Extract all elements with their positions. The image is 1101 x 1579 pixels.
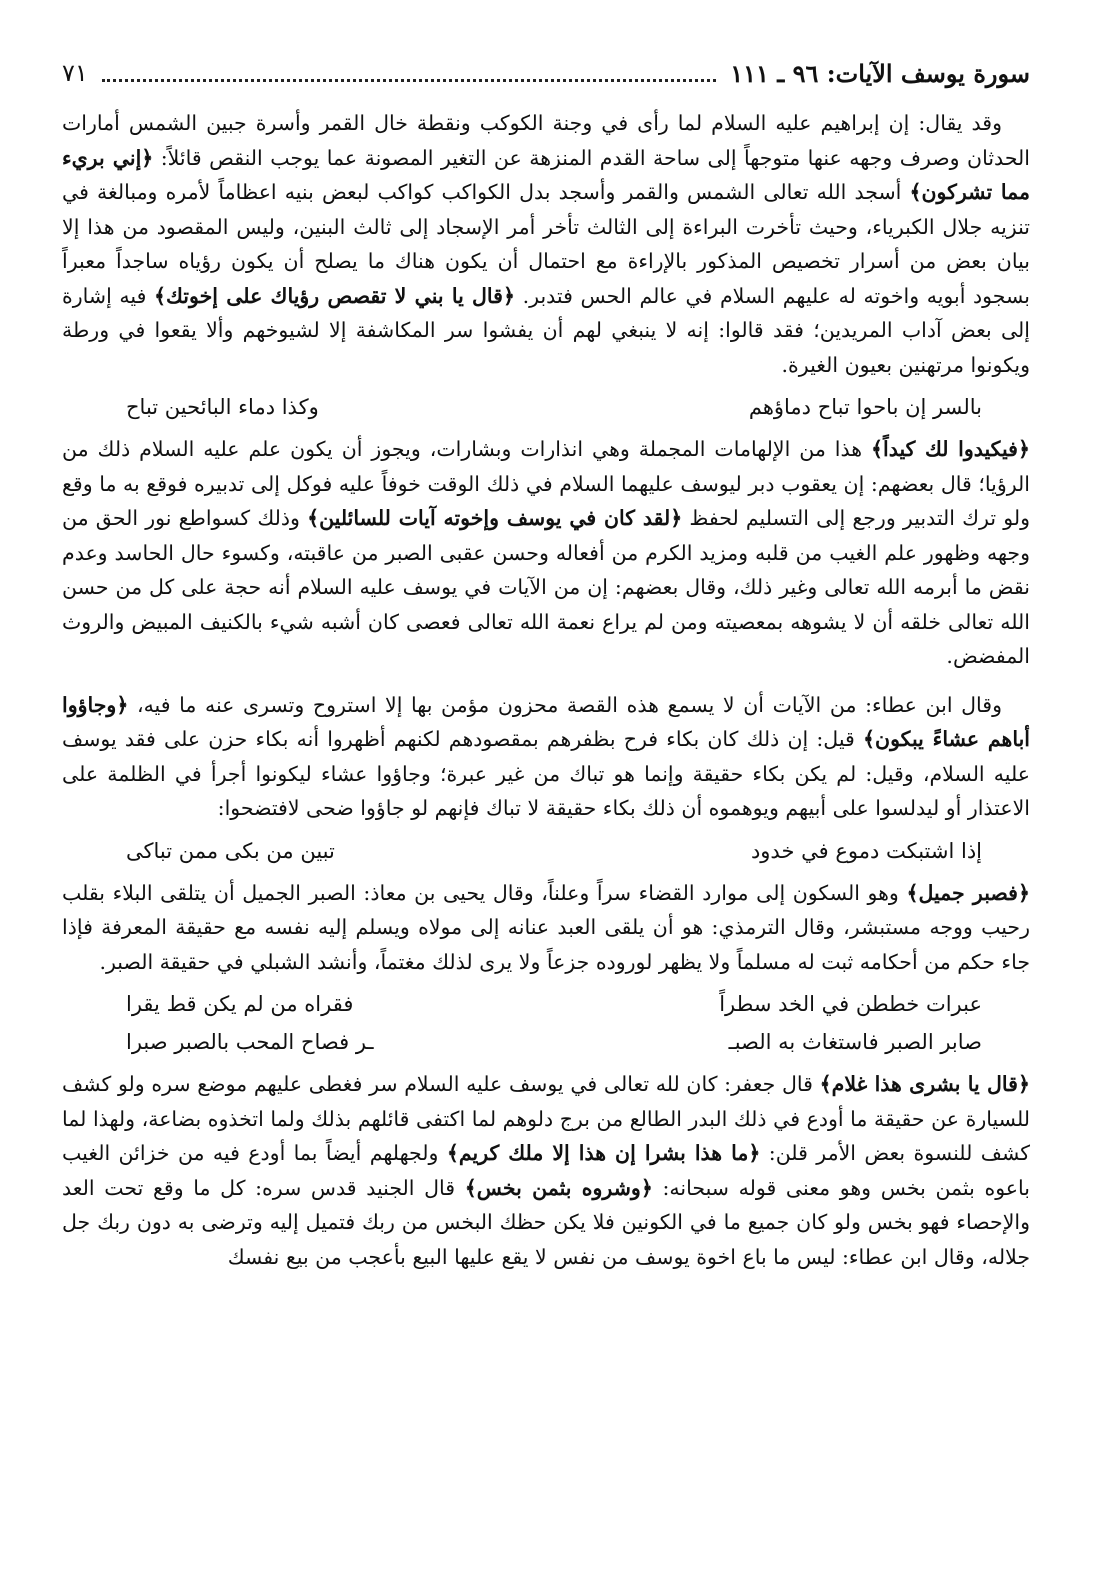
paragraph [62,876,1030,980]
paragraph-text: فيه إشارة إلى بعض آداب المريدين؛ فقد قالوا: إنه لا ينبغي لهم أن يفشوا سر المكاشفة إلا لشيوخهم وألا يقعوا في ورطة ويكونوا مرتهنين بعيون الغيرة. [62,283,1030,377]
verse-line [62,1023,1030,1061]
quran-quote: ﴿وجاؤوا أباهم عشاءً يبكون﴾ [62,692,1030,751]
page-body [62,106,1030,1274]
quran-quote: ﴿وشروه بثمن بخس﴾ [464,1175,653,1200]
page-number: ٧١ [62,59,88,87]
quran-quote: ﴿فصبر جميل﴾ [906,880,1030,905]
paragraph-text: قال الجنيد قدس سره: كل ما وقع تحت العد والإحصاء فهو بخس ولو كان جميع ما في الكونين فلا يكن حظك البخس من ربك فتميل إليه وترضى به دون ربك جل جلاله، وقال ابن عطاء: ليس ما باع اخوة يوسف من نفس لا يقع عليها البيع بأعجب من بيع نفسك [62,1175,1030,1269]
quran-quote: ﴿لقد كان في يوسف وإخوته آيات للسائلين﴾ [307,506,683,530]
paragraph-text: قيل: إن ذلك كان بكاء فرح بظفرهم بمقصودهم لكنهم أظهروا أنه بكاء حزن على فقد يوسف عليه السلام، وقيل: لم يكن بكاء حقيقة وإنما هو تباك من غير عبرة؛ وجاؤوا عشاء ليكونوا أجرأ في الظلمة على الاعتذار أو ليدلسوا على أبيهم ويوهموه أن ذلك بكاء حقيقة لا تباك فإنهم لو جاؤوا ضحى لافتضحوا: [62,727,1030,820]
verse-first-hemistich: إذا اشتبكت دموع في خدود [750,838,982,863]
paragraph-text: قال جعفر: كان لله تعالى في يوسف عليه السلام سر فغطى عليهم موضع سره ولو كشف للسيارة عن حقيقة ما أودع في ذلك البدر الطالع من برج دلوهم لما اكتفى قائلهم بذلك ولما اتخذوه بضاعة، ولهذا لما كشف للنسوة بعض الأمر قلن: [62,1072,1030,1165]
book-page [62,0,1030,1579]
paragraph-text: وذلك كسواطع نور الحق من وجهه وظهور علم الغيب من قلبه ومزيد الكرم من أفعاله وحسن عقبى الصبر من عاقبته، وكسوء حال الحاسد وعدم نقض ما أبرمه الله تعالى وغير ذلك، وقال بعضهم: إن من الآيات في يوسف عليه السلام أنه حجة على كل من حسن الله تعالى خلقه أن لا يشوهه بمعصيته ومن لم يراع نعمة الله تعالى فعصى كان أشبه شيء بالكنيف المبيض والروث المفضض. [62,506,1030,668]
paragraph-text: أسجد الله تعالى الشمس والقمر وأسجد بدل الكواكب كواكب لبعض بنيه اعظاماً لأمره ومبالغة في تنزيه جلال الكبرياء، وحيث تأخرت البراءة إلى الثالث تأخر أمر الإسجاد إلى ثالث البنين، وليس المقصود من هذا إلا بيان بعض من أسرار تخصيص المذكور بالإراءة مع احتمال أن يكون هناك ما يصلح أن يكون رؤياه ساجداً معبراً بسجود أبويه واخوته له عليهم السلام في عالم الحس فتدبر. [62,180,1030,308]
quran-quote: ﴿ما هذا بشرا إن هذا إلا ملك كريم﴾ [446,1141,761,1165]
paragraph-text: هذا من الإلهامات المجملة وهي انذارات وبشارات، ويجوز أن يكون علم عليه السلام ذلك من الرؤيا؛ قال بعضهم: إن يعقوب دبر ليوسف عليهما السلام في ذلك الوقت خوفاً عليه فوكل إلى تدبيره فوقع به ما وقع ولو ترك التدبير ورجع إلى التسليم لحفظ [62,437,1030,530]
verse-line [62,985,1030,1023]
poetry-verse [62,388,1030,426]
verse-line [62,832,1030,870]
verse-first-hemistich: بالسر إن باحوا تباح دماؤهم [748,395,982,419]
verse-first-hemistich: عبرات خططن في الخد سطراً [719,992,982,1016]
verse-second-hemistich: تبين من بكى ممن تباكى [126,838,335,863]
verse-line [62,388,1030,426]
quran-quote: ﴿قال يا بشرى هذا غلام﴾ [819,1072,1030,1096]
quran-quote: ﴿فيكيدوا لك كيداً﴾ [871,437,1030,461]
poetry-verses [62,985,1030,1061]
paragraph [62,1067,1030,1274]
paragraph-text: وقال ابن عطاء: من الآيات أن لا يسمع هذه القصة محزون مؤمن بها إلا استروح وتسرى عنه ما فيه، [128,692,1002,717]
running-header [62,52,1030,94]
verse-second-hemistich: فقراه من لم يكن قط يقرا [126,992,354,1016]
paragraph-text: وقد يقال: إن إبراهيم عليه السلام لما رأى في وجنة الكوكب ونقطة خال القمر وأسرة جبين الشمس أمارات الحدثان وصرف وجهه عنها متوجهاً إلى ساحة القدم المنزهة عن التغير المصونة عما يوجب النقص قائلاً: [62,111,1030,170]
quran-quote: ﴿إني بريء مما تشركون﴾ [62,145,1030,204]
quran-quote: ﴿قال يا بني لا تقصص رؤياك على إخوتك﴾ [154,283,515,308]
paragraph-text: وهو السكون إلى موارد القضاء سراً وعلناً، وقال يحيى بن معاذ: الصبر الجميل أن يتلقى البلاء بقلب رحيب ووجه مستبشر، وقال الترمذي: هو أن يلقى العبد عنانه إلى مولاه ويسلم إليه نفسه مع حقيقة المعرفة فإذا جاء حكم من أحكامه ثبت له مسلماً ولا يظهر لوروده جزعاً ولا يرى لذلك مغتماً، وأنشد الشبلي في حقيقة الصبر. [62,880,1030,974]
paragraph [62,432,1030,674]
leader-dots [102,65,716,82]
verse-second-hemistich: ـر فصاح المحب بالصبر صبرا [126,1030,374,1054]
verse-second-hemistich: وكذا دماء البائحين تباح [126,395,319,419]
surah-title: سورة يوسف الآيات: ٩٦ ـ ١١١ [730,58,1030,88]
paragraph [62,106,1030,382]
paragraph [62,688,1030,826]
paragraph-text: ولجهلهم أيضاً بما أودع فيه من خزائن الغيب باعوه بثمن بخس وهو معنى قوله سبحانه: [62,1141,1030,1200]
verse-first-hemistich: صابر الصبر فاستغاث به الصبـ [728,1030,982,1054]
poetry-verse [62,832,1030,870]
